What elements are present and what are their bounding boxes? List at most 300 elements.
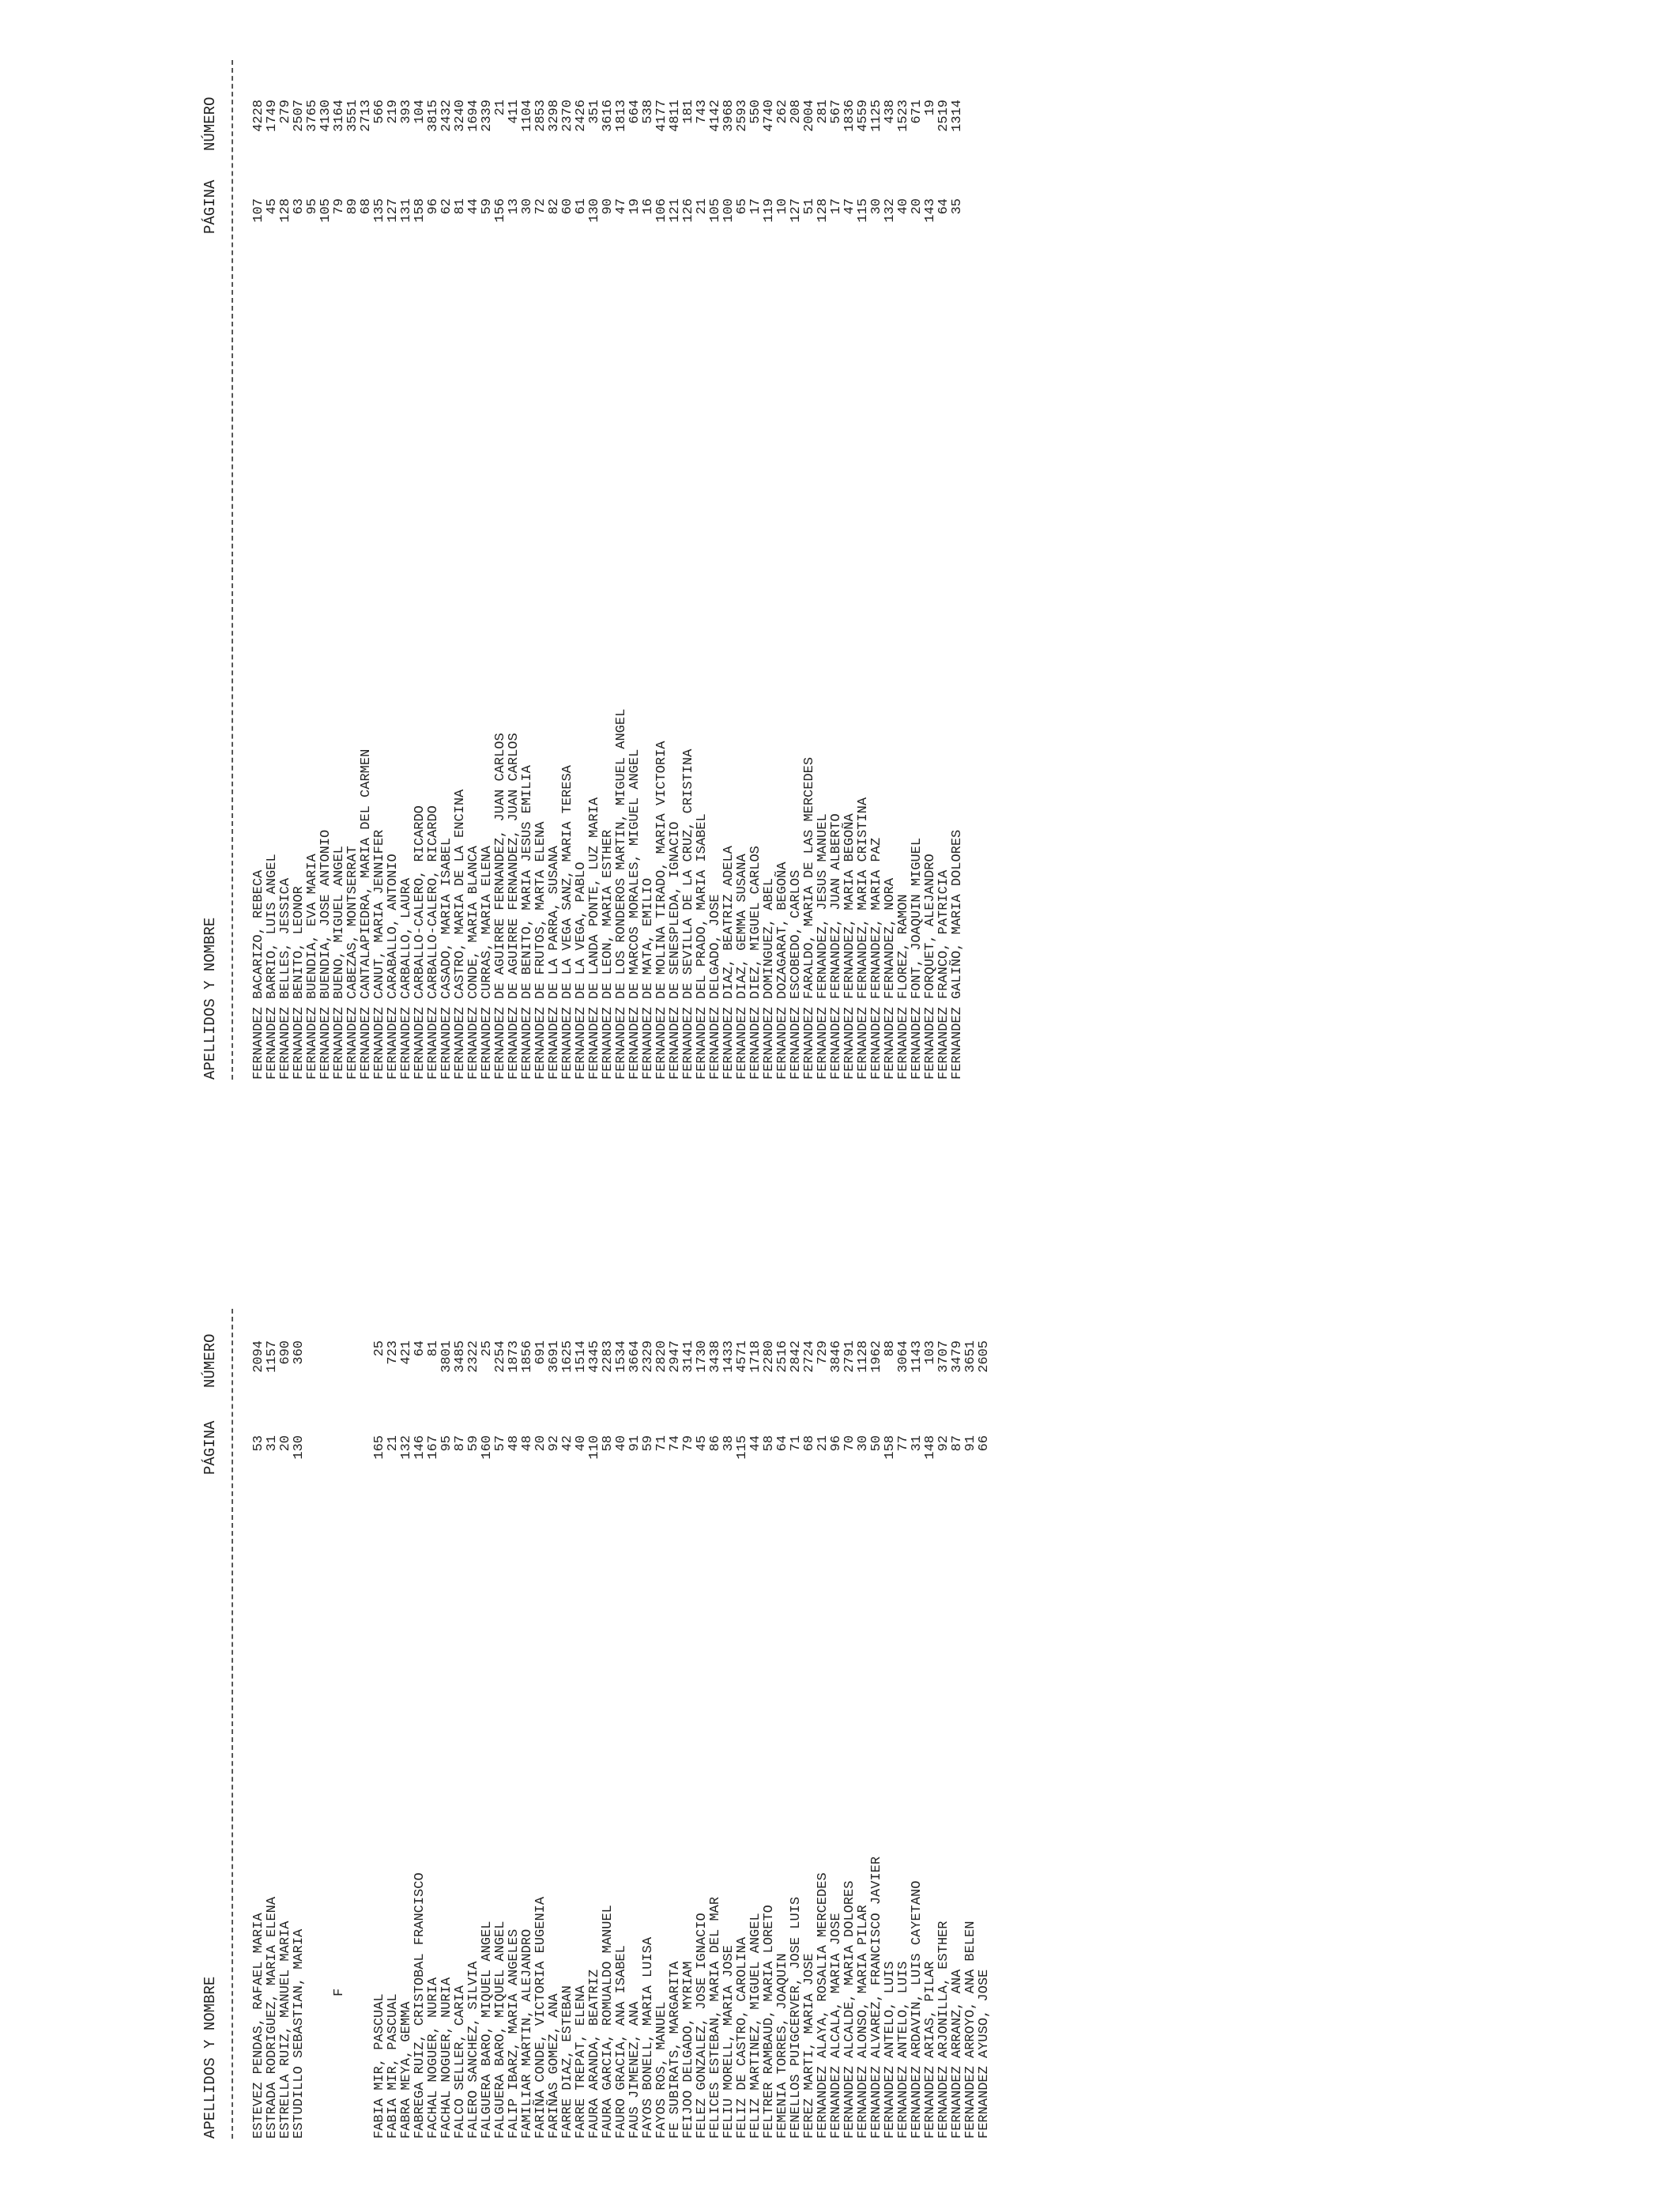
entry-number: 1128 (856, 1340, 871, 1373)
entry-page: 72 (533, 198, 548, 215)
entry-number: 1836 (842, 100, 857, 132)
entry-number: 1157 (265, 1340, 280, 1373)
entry-name: FERNANDEZ FERNANDEZ, MARIA PAZ (869, 837, 884, 1080)
entry-number: 3485 (453, 1340, 468, 1373)
entry-name: FERNANDEZ ARIAS, PILAR (923, 1961, 938, 2139)
entry-number: 3968 (721, 100, 736, 132)
entry-name: FERNANDEZ CANTALAPIEDRA, MARIA DEL CARMEN (359, 748, 374, 1080)
entry-number: 2853 (533, 100, 548, 132)
entry-name: FERNANDEZ FERNANDEZ, JUAN ALBERTO (829, 813, 844, 1080)
entry-page: 47 (842, 198, 857, 215)
entry-name: FERNANDEZ BUENDIA, JOSE ANTONIO (318, 829, 333, 1080)
entry-name: FABIA MIR, PASCUAL (372, 1993, 387, 2139)
entry-name: ESTRADA RODRIGUEZ, MARIA ELENA (265, 1896, 280, 2139)
entry-name: FERNANDEZ FONT, JOAQUIN MIGUEL (910, 837, 925, 1080)
entry-page: 132 (883, 198, 898, 223)
entry-number: 691 (533, 1340, 548, 1365)
entry-number: 393 (399, 100, 414, 124)
entry-page: 42 (560, 1435, 575, 1452)
entry-name: FERNANDEZ CARABALLO, ANTONIO (386, 854, 401, 1080)
entry-page: 10 (775, 198, 790, 215)
entry-number: 21 (493, 100, 508, 116)
entry-name: FAMILIAR MARTIN, ALEJANDRO (520, 1928, 535, 2139)
entry-name: FERNANDEZ GALIÑO, MARIA DOLORES (950, 829, 965, 1080)
entry-number: 1514 (574, 1340, 589, 1373)
header-number: NÚMERO (202, 1333, 219, 1388)
entry-name: FERNANDEZ DE LEON, MARIA ESTHER (601, 829, 616, 1080)
entry-number: 2254 (493, 1340, 508, 1373)
entry-page: 30 (856, 1435, 871, 1452)
header-name: APELLIDOS Y NOMBRE (202, 917, 219, 1080)
entry-number: 4740 (762, 100, 777, 132)
entry-page: 40 (614, 1435, 629, 1452)
entry-name: FERNANDEZ CURRAS, MARIA ELENA (480, 846, 495, 1080)
entry-page: 81 (453, 198, 468, 215)
entry-number: 208 (789, 100, 804, 124)
entry-name: FERNANDEZ FERNANDEZ, MARIA BEGOÑA (842, 813, 857, 1080)
entry-page: 45 (695, 1435, 710, 1452)
entry-name: FERNANDEZ BARRIO, LUIS ANGEL (265, 854, 280, 1080)
entry-name: FABREGA RUIZ, CRISTOBAL FRANCISCO (412, 1872, 428, 2139)
entry-number: 3240 (453, 100, 468, 132)
entry-page: 19 (627, 198, 642, 215)
entry-name: FARRE TREPAT, ELENA (574, 1985, 589, 2139)
entry-page: 13 (507, 198, 522, 215)
entry-name: FERNANDEZ BUENDIA, EVA MARIA (305, 854, 320, 1080)
entry-page: 57 (493, 1435, 508, 1452)
entry-number: 64 (412, 1340, 428, 1357)
entry-number: 2519 (936, 100, 951, 132)
entry-page: 58 (762, 1435, 777, 1452)
entry-number: 262 (775, 100, 790, 124)
entry-page: 30 (869, 198, 884, 215)
entry-page: 53 (251, 1435, 266, 1452)
entry-page: 17 (829, 198, 844, 215)
entry-page: 110 (587, 1435, 602, 1460)
entry-name: FALCO SELLER, CARIA (453, 1985, 468, 2139)
header-page: PÁGINA (202, 1420, 219, 1475)
entry-name: FERNANDEZ DELGADO, JOSE (708, 894, 723, 1080)
entry-number: 1523 (896, 100, 911, 132)
entry-page: 92 (547, 1435, 562, 1452)
entry-name: FERNANDEZ FRANCO, PATRICIA (936, 869, 951, 1080)
entry-name: FACHAL NOGUER, NURIA (439, 1977, 454, 2139)
entry-name: FERNANDEZ ARDAVIN, LUIS CAYETANO (910, 1880, 925, 2139)
entry-page: 21 (695, 198, 710, 215)
entry-number: 2842 (789, 1340, 804, 1373)
entry-number: 1534 (614, 1340, 629, 1373)
entry-page: 59 (641, 1435, 656, 1452)
entry-number: 4177 (654, 100, 669, 132)
entry-page: 66 (977, 1435, 992, 1452)
entry-name: FERNANDEZ ALONSO, MARIA PILAR (856, 1905, 871, 2139)
entry-name: ESTRELLA RUIZ, MANUEL MARIA (278, 1921, 293, 2139)
entry-number: 3691 (547, 1340, 562, 1373)
entry-page: 128 (816, 198, 831, 223)
entry-name: FELTRER RAMBAUD, MARIA LORETO (762, 1905, 777, 2139)
entry-page: 40 (896, 198, 911, 215)
entry-number: 3815 (426, 100, 441, 132)
entry-number: 438 (883, 100, 898, 124)
entry-number: 1873 (507, 1340, 522, 1373)
entry-page: 100 (721, 198, 736, 223)
entry-name: FERNANDEZ DE MARCOS MORALES, MIGUEL ANGEL (627, 748, 642, 1080)
entry-name: FERNANDEZ CABEZAS, MONTSERRAT (345, 846, 360, 1080)
entry-number: 4142 (708, 100, 723, 132)
entry-name: FERNANDEZ DOZAGARAT, BEGOÑA (775, 861, 790, 1080)
entry-number: 1856 (520, 1340, 535, 1373)
entry-name: FERNANDEZ DE MATA, EMILIO (641, 877, 656, 1080)
entry-name: FERNANDEZ ANTELO, LUIS (883, 1961, 898, 2139)
entry-page: 62 (439, 198, 454, 215)
entry-name: FERNANDEZ BENITO, LEONOR (292, 886, 307, 1080)
entry-name: FERNANDEZ CASTRO, MARIA DE LA ENCINA (453, 789, 468, 1080)
entry-page: 95 (439, 1435, 454, 1452)
entry-number: 2605 (977, 1340, 992, 1373)
entry-number: 567 (829, 100, 844, 124)
entry-name: FELICES ESTEBAN, MARIA DEL MAR (708, 1896, 723, 2139)
entry-page: 51 (802, 198, 817, 215)
entry-number: 4228 (251, 100, 266, 132)
entry-page: 105 (708, 198, 723, 223)
entry-page: 130 (587, 198, 602, 223)
entry-page: 95 (305, 198, 320, 215)
entry-number: 3064 (896, 1340, 911, 1373)
entry-number: 2713 (359, 100, 374, 132)
entry-number: 3707 (936, 1340, 951, 1373)
header-page: PÁGINA (202, 179, 219, 234)
entry-number: 690 (278, 1340, 293, 1365)
entry-page: 106 (654, 198, 669, 223)
entry-page: 44 (748, 1435, 763, 1452)
entry-number: 2426 (574, 100, 589, 132)
entry-number: 421 (399, 1340, 414, 1365)
entry-page: 71 (789, 1435, 804, 1452)
entry-name: FEREZ MARTI, MARIA JOSE (802, 1953, 817, 2139)
entry-page: 158 (412, 198, 428, 223)
entry-name: FERNANDEZ DE LOS RONDEROS MARTIN, MIGUEL ANGEL (614, 708, 629, 1080)
entry-name: FERNANDEZ DIEZ, MIGUEL CARLOS (748, 846, 763, 1080)
entry-number: 1813 (614, 100, 629, 132)
entry-number: 729 (816, 1340, 831, 1365)
entry-name: FERNANDEZ ARRANZ, ANA (950, 1969, 965, 2139)
entry-page: 90 (601, 198, 616, 215)
entry-name: FAURA GARCIA, ROMUALDO MANUEL (601, 1905, 616, 2139)
entry-page: 115 (735, 1435, 750, 1460)
entry-page: 31 (265, 1435, 280, 1452)
entry-name: FERNANDEZ CARBALLO-CALERO, RICARDO (426, 805, 441, 1080)
entry-page: 105 (318, 198, 333, 223)
entry-number: 2339 (480, 100, 495, 132)
entry-page: 146 (412, 1435, 428, 1460)
entry-page: 70 (842, 1435, 857, 1452)
entry-name: FERNANDEZ DE SENESPLEDA, IGNACIO (668, 821, 683, 1080)
entry-page: 74 (668, 1435, 683, 1452)
entry-page: 165 (372, 1435, 387, 1460)
entry-page: 132 (399, 1435, 414, 1460)
entry-name: FERNANDEZ DE FRUTOS, MARTA ELENA (533, 821, 548, 1080)
entry-name: FACHAL NOGUER, NURIA (426, 1977, 441, 2139)
entry-number: 3651 (963, 1340, 978, 1373)
entry-page: 121 (668, 198, 683, 223)
entry-name: FARIÑAS GOMEZ, ANA (547, 1993, 562, 2139)
entry-page: 79 (681, 1435, 696, 1452)
entry-number: 3846 (829, 1340, 844, 1373)
entry-page: 77 (896, 1435, 911, 1452)
entry-number: 1749 (265, 100, 280, 132)
entry-page: 17 (748, 198, 763, 215)
entry-number: 2593 (735, 100, 750, 132)
entry-name: FERNANDEZ BELLES, JESSICA (278, 877, 293, 1080)
entry-name: FERNANDEZ DE LANDA PONTE, LUZ MARIA (587, 797, 602, 1080)
entry-number: 411 (507, 100, 522, 124)
entry-name: FELEZ GONZALEZ, JOSE IGNACIO (695, 1913, 710, 2139)
entry-name: FABRA MEYA, GEMMA (399, 2001, 414, 2139)
entry-number: 2329 (641, 1340, 656, 1373)
entry-page: 68 (802, 1435, 817, 1452)
entry-number: 4345 (587, 1340, 602, 1373)
entry-number: 538 (641, 100, 656, 124)
entry-name: FERNANDEZ ANTELO, LUIS (896, 1961, 911, 2139)
entry-name: FERNANDEZ CONDE, MARIA BLANCA (466, 846, 481, 1080)
entry-name: ESTUDILLO SEBASTIAN, MARIA (292, 1928, 307, 2139)
entry-name: FAURA ARANDA, BEATRIZ (587, 1969, 602, 2139)
entry-number: 219 (386, 100, 401, 124)
entry-page: 58 (601, 1435, 616, 1452)
entry-number: 671 (910, 100, 925, 124)
entry-number: 351 (587, 100, 602, 124)
entry-page: 119 (762, 198, 777, 223)
entry-number: 2516 (775, 1340, 790, 1373)
entry-page: 45 (265, 198, 280, 215)
entry-number: 1718 (748, 1340, 763, 1373)
entry-page: 158 (883, 1435, 898, 1460)
entry-number: 2820 (654, 1340, 669, 1373)
entry-number: 2370 (560, 100, 575, 132)
entry-number: 2947 (668, 1340, 683, 1373)
entry-number: 743 (695, 100, 710, 124)
entry-page: 60 (560, 198, 575, 215)
entry-name: FERNANDEZ DE MOLINA TIRADO, MARIA VICTORIA (654, 741, 669, 1080)
entry-number: 664 (627, 100, 642, 124)
entry-number: 1962 (869, 1340, 884, 1373)
entry-page: 130 (292, 1435, 307, 1460)
entry-page: 20 (910, 198, 925, 215)
entry-number: 4559 (856, 100, 871, 132)
entry-number: 19 (923, 100, 938, 116)
entry-page: 96 (426, 198, 441, 215)
entry-name: FERNANDEZ FORQUET, ALEJANDRO (923, 854, 938, 1080)
entry-page: 48 (520, 1435, 535, 1452)
entry-name: FEMENIA TORRES, JOAQUIN (775, 1953, 790, 2139)
entry-page: 20 (533, 1435, 548, 1452)
entry-number: 88 (883, 1340, 898, 1357)
entry-name: FERNANDEZ DE BENITO, MARIA JESUS EMILIA (520, 765, 535, 1080)
entry-page: 127 (386, 198, 401, 223)
entry-name: FALGUERA BARO, MIQUEL ANGEL (493, 1921, 508, 2139)
entry-name: FALIP IBARZ, MARIA ANGELES (507, 1928, 522, 2139)
entry-name: FERNANDEZ DE SEVILLA DE LA CRUZ, CRISTINA (681, 748, 696, 1080)
entry-number: 181 (681, 100, 696, 124)
entry-number: 1143 (910, 1340, 925, 1373)
entry-page: 92 (936, 1435, 951, 1452)
entry-number: 3438 (708, 1340, 723, 1373)
entry-page: 47 (614, 198, 629, 215)
entry-page: 115 (856, 198, 871, 223)
entry-page: 40 (574, 1435, 589, 1452)
entry-page: 44 (466, 198, 481, 215)
entry-name: FERNANDEZ DE LA VEGA, PABLO (574, 861, 589, 1080)
entry-page: 89 (345, 198, 360, 215)
entry-page: 87 (950, 1435, 965, 1452)
entry-name: FALERO SANCHEZ, SILVIA (466, 1961, 481, 2139)
entry-page: 91 (627, 1435, 642, 1452)
entry-name: FERNANDEZ FLOREZ, RAMON (896, 894, 911, 1080)
entry-number: 550 (748, 100, 763, 124)
entry-page: 148 (923, 1435, 938, 1460)
entry-number: 2004 (802, 100, 817, 132)
entry-name: FAUS JIMENEZ, ANA (627, 2001, 642, 2139)
entry-page: 64 (775, 1435, 790, 1452)
entry-number: 3298 (547, 100, 562, 132)
entry-number: 279 (278, 100, 293, 124)
entry-page: 127 (789, 198, 804, 223)
entry-page: 126 (681, 198, 696, 223)
entry-name: FAYOS BONELL, MARIA LUISA (641, 1936, 656, 2139)
entry-number: 2724 (802, 1340, 817, 1373)
entry-page: 65 (735, 198, 750, 215)
header-dashed-rule (232, 60, 233, 1080)
entry-page: 131 (399, 198, 414, 223)
entry-number: 566 (372, 100, 387, 124)
entry-name: FENELLOS PUIGCERVER, JOSE LUIS (789, 1896, 804, 2139)
entry-name: FAYOS ROS, MANUEL (654, 2001, 669, 2139)
entry-page: 71 (654, 1435, 669, 1452)
entry-number: 4130 (318, 100, 333, 132)
entry-name: FERNANDEZ BACARIZO, REBECA (251, 869, 266, 1080)
entry-name: FELIZ MARTINEZ, MIGUEL ANGEL (748, 1913, 763, 2139)
entry-name: FERNANDEZ FERNANDEZ, NORA (883, 877, 898, 1080)
entry-page: 96 (829, 1435, 844, 1452)
entry-page: 63 (292, 198, 307, 215)
entry-page: 48 (507, 1435, 522, 1452)
entry-name: FAURO GRACIA, ANA ISABEL (614, 1945, 629, 2139)
entry-name: FERNANDEZ DIAZ, BEATRIZ ADELA (721, 846, 736, 1080)
entry-page: 167 (426, 1435, 441, 1460)
entry-number: 1125 (869, 100, 884, 132)
entry-page: 86 (708, 1435, 723, 1452)
entry-page: 68 (359, 198, 374, 215)
entry-name: FALGUERA BARO, MIQUEL ANGEL (480, 1921, 495, 2139)
entry-name: FERNANDEZ DOMINGUEZ, ABEL (762, 877, 777, 1080)
entry-name: FERNANDEZ DE AGUIRRE FERNANDEZ, JUAN CARLOS (507, 733, 522, 1080)
entry-name: FE SUBIRATS, MARGARITA (668, 1961, 683, 2139)
entry-page: 135 (372, 198, 387, 223)
entry-name: FERNANDEZ DE AGUIRRE FERNANDEZ, JUAN CARLOS (493, 733, 508, 1080)
entry-name: FERNANDEZ DE LA VEGA SANZ, MARIA TERESA (560, 765, 575, 1080)
entry-name: FELIU MORELL, MARIA JOSE (721, 1945, 736, 2139)
entry-name: FERNANDEZ ALAYA, ROSALIA MERCEDES (816, 1872, 831, 2139)
entry-page: 30 (520, 198, 535, 215)
entry-page: 38 (721, 1435, 736, 1452)
entry-number: 2791 (842, 1340, 857, 1373)
entry-page: 82 (547, 198, 562, 215)
entry-page: 87 (453, 1435, 468, 1452)
entry-name: FEIJOO DELGADO, MYRIAM (681, 1961, 696, 2139)
entry-number: 81 (426, 1340, 441, 1357)
entry-name: FERNANDEZ ARROYO, ANA BELEN (963, 1921, 978, 2139)
entry-name: FERNANDEZ ALCALDE, MARIA DOLORES (842, 1880, 857, 2139)
entry-number: 723 (386, 1340, 401, 1365)
entry-number: 3765 (305, 100, 320, 132)
entry-number: 1694 (466, 100, 481, 132)
entry-number: 281 (816, 100, 831, 124)
entry-number: 2280 (762, 1340, 777, 1373)
entry-page: 16 (641, 198, 656, 215)
entry-page: 21 (816, 1435, 831, 1452)
entry-page: 50 (869, 1435, 884, 1452)
entry-page: 79 (332, 198, 347, 215)
entry-number: 2432 (439, 100, 454, 132)
entry-number: 3164 (332, 100, 347, 132)
entry-name: FERNANDEZ FERNANDEZ, JESUS MANUEL (816, 813, 831, 1080)
entry-number: 3801 (439, 1340, 454, 1373)
entry-name: FERNANDEZ DE LA PARRA, SUSANA (547, 846, 562, 1080)
entry-page: 35 (950, 198, 965, 215)
entry-number: 2283 (601, 1340, 616, 1373)
entry-name: FERNANDEZ DIAZ, GEMMA SUSANA (735, 854, 750, 1080)
entry-page: 20 (278, 1435, 293, 1452)
entry-number: 4571 (735, 1340, 750, 1373)
entry-name: FERNANDEZ FERNANDEZ, MARIA CRISTINA (856, 797, 871, 1080)
entry-page: 64 (936, 198, 951, 215)
entry-name: FERNANDEZ ESCOBEDO, CARLOS (789, 869, 804, 1080)
entry-name: FERNANDEZ ARJONILLA, ESTHER (936, 1921, 951, 2139)
header-dashed-rule (232, 1309, 233, 2139)
entry-name: F (332, 1988, 347, 1996)
header-name: APELLIDOS Y NOMBRE (202, 1976, 219, 2139)
entry-number: 3551 (345, 100, 360, 132)
entry-number: 3479 (950, 1340, 965, 1373)
entry-number: 2507 (292, 100, 307, 132)
entry-page: 61 (574, 198, 589, 215)
entry-page: 31 (910, 1435, 925, 1452)
entry-name: FERNANDEZ CARBALLO-CALERO, RICARDO (412, 805, 428, 1080)
entry-name: FERNANDEZ CARBALLO, LAURA (399, 877, 414, 1080)
entry-number: 3664 (627, 1340, 642, 1373)
entry-name: FERNANDEZ ALCALA, MARIA JOSE (829, 1913, 844, 2139)
entry-name: FABIA MIR, PASCUAL (386, 1993, 401, 2139)
entry-number: 1314 (950, 100, 965, 132)
entry-page: 128 (278, 198, 293, 223)
entry-page: 91 (963, 1435, 978, 1452)
entry-name: FELIZ DE CASTRO, CAROLINA (735, 1936, 750, 2139)
entry-number: 25 (372, 1340, 387, 1357)
entry-name: FERNANDEZ FARALDO, MARIA DE LAS MERCEDES (802, 756, 817, 1080)
entry-number: 2322 (466, 1340, 481, 1373)
entry-number: 1625 (560, 1340, 575, 1373)
entry-number: 2094 (251, 1340, 266, 1373)
entry-number: 3616 (601, 100, 616, 132)
entry-name: FERNANDEZ AYUSO, JOSE (977, 1969, 992, 2139)
entry-page: 59 (480, 198, 495, 215)
entry-number: 4811 (668, 100, 683, 132)
entry-page: 156 (493, 198, 508, 223)
entry-number: 1104 (520, 100, 535, 132)
header-number: NÚMERO (202, 96, 219, 151)
entry-number: 1433 (721, 1340, 736, 1373)
entry-page: 21 (386, 1435, 401, 1452)
